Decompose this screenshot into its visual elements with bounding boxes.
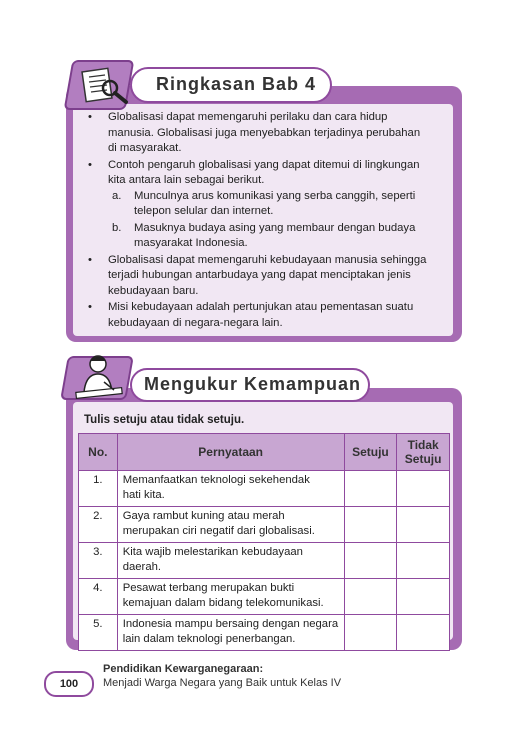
statement-line: Kita wajib melestarikan kebudayaan [122, 546, 303, 558]
statement-table [78, 433, 450, 651]
assessment-title-pill [130, 368, 370, 402]
agree-cell[interactable] [344, 579, 397, 615]
summary-line: terjadi hubungan antarbudaya yang dapat menciptakan jenis [108, 269, 411, 281]
bullet: • [88, 301, 92, 313]
book-title: Pendidikan Kewarganegaraan: [103, 663, 264, 675]
row-number: 5. [79, 615, 118, 651]
header-no: No. [79, 434, 118, 471]
table-row [79, 543, 450, 579]
summary-subitem [108, 189, 446, 220]
student-writing-icon [68, 352, 128, 400]
disagree-cell[interactable] [397, 471, 450, 507]
statement-line: daerah. [122, 561, 162, 573]
header-disagree-line1: Tidak [407, 438, 439, 452]
statement-line: Pesawat terbang merupakan bukti [122, 582, 295, 594]
disagree-cell[interactable] [397, 579, 450, 615]
row-statement [117, 543, 344, 579]
assessment-title: Mengukur Kemampuan [144, 374, 362, 394]
agree-cell[interactable] [344, 615, 397, 651]
table-row [79, 507, 450, 543]
statement-line: kemajuan dalam bidang telekomunikasi. [122, 597, 324, 609]
disagree-cell[interactable] [397, 615, 450, 651]
summary-line: manusia. Globalisasi juga menyebabkan terjadinya perubahan [108, 126, 421, 139]
statement-line: Gaya rambut kuning atau merah [122, 510, 285, 522]
instruction: Tulis setuju atau tidak setuju. [84, 414, 245, 426]
summary-line: kebudayaan baru. [108, 284, 199, 297]
header-disagree-line2: Setuju [404, 452, 442, 466]
statement-line: merupakan ciri negatif dari globalisasi. [122, 525, 315, 537]
book-subtitle: Menjadi Warga Negara yang Baik untuk Kelas IV [103, 677, 342, 689]
summary-item [84, 158, 446, 252]
summary-title-pill [130, 67, 332, 103]
bullet: • [88, 111, 92, 123]
summary-line: Globalisasi dapat memengaruhi kebudayaan manusia sehingga [108, 253, 427, 266]
agree-cell[interactable] [344, 471, 397, 507]
summary-line: kebudayaan di negara-negara lain. [108, 316, 283, 329]
page-number: 100 [44, 671, 94, 697]
statement-line: Memanfaatkan teknologi sekehendak [122, 474, 310, 486]
table-header-row [79, 434, 450, 471]
summary-line: Globalisasi dapat memengaruhi perilaku dan cara hidup [108, 111, 388, 123]
statement-line: lain dalam teknologi penerbangan. [122, 633, 296, 645]
disagree-cell[interactable] [397, 507, 450, 543]
document-magnifier-icon [76, 62, 130, 106]
table-row [79, 615, 450, 651]
table-row [79, 471, 450, 507]
summary-line: Munculnya arus komunikasi yang serba canggih, seperti [134, 189, 416, 202]
agree-cell[interactable] [344, 543, 397, 579]
table-row [79, 579, 450, 615]
summary-line: Masuknya budaya asing yang membaur dengan budaya [134, 221, 416, 234]
row-statement [117, 615, 344, 651]
row-number: 4. [79, 579, 118, 615]
bullet: • [88, 253, 92, 266]
statement-line: Indonesia mampu bersaing dengan negara [122, 618, 339, 630]
header-disagree [397, 434, 450, 471]
summary-line: kita antara lain sebagai berikut. [108, 174, 265, 186]
header-statement: Pernyataan [117, 434, 344, 471]
row-statement [117, 507, 344, 543]
summary-sublist [108, 189, 446, 252]
header-agree: Setuju [344, 434, 397, 471]
row-number: 1. [79, 471, 118, 507]
summary-item [84, 253, 446, 300]
row-number: 2. [79, 507, 118, 543]
summary-line: Misi kebudayaan adalah pertunjukan atau pementasan suatu [108, 301, 414, 313]
summary-list [84, 110, 446, 332]
summary-line: masyarakat Indonesia. [134, 237, 248, 249]
summary-line: telepon selular dan internet. [134, 205, 274, 217]
bullet: • [88, 158, 92, 171]
row-statement [117, 579, 344, 615]
summary-line: Contoh pengaruh globalisasi yang dapat ditemui di lingkungan [108, 158, 420, 171]
row-statement [117, 471, 344, 507]
summary-title: Ringkasan Bab 4 [156, 74, 317, 94]
sub-letter: a. [112, 189, 122, 202]
row-number: 3. [79, 543, 118, 579]
summary-line: di masyarakat. [108, 142, 182, 154]
disagree-cell[interactable] [397, 543, 450, 579]
summary-item [84, 110, 446, 157]
agree-cell[interactable] [344, 507, 397, 543]
statement-line: hati kita. [122, 489, 165, 501]
summary-item [84, 300, 446, 331]
sub-letter: b. [112, 221, 122, 234]
summary-subitem [108, 221, 446, 252]
